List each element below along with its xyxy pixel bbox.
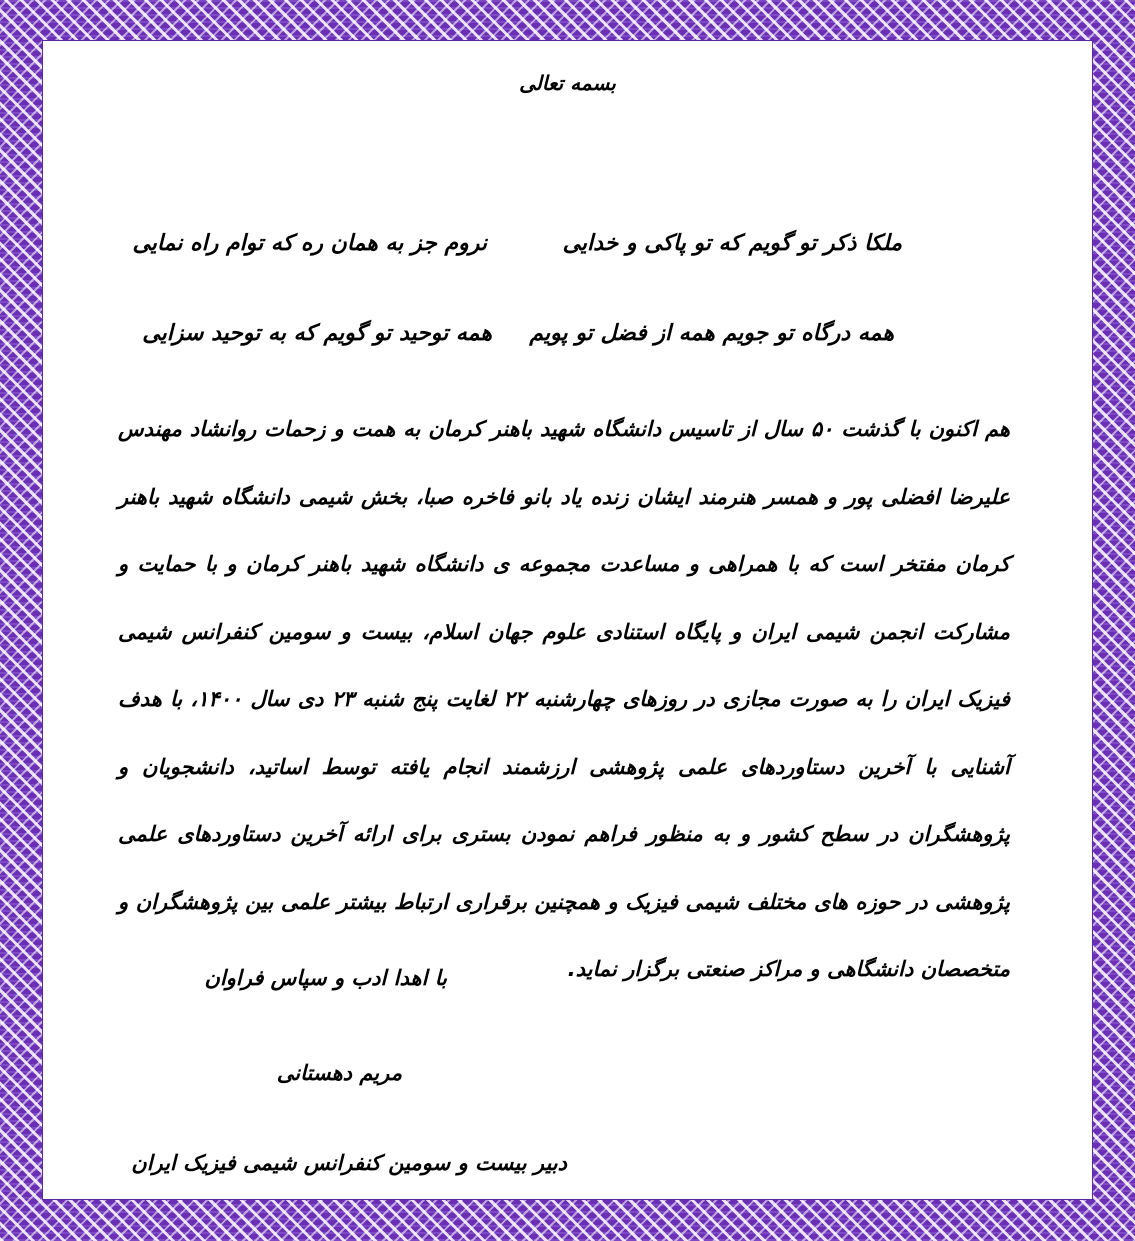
poem-line2-left-hemistich: همه توحید تو گویم که به توحید سزایی <box>142 321 492 346</box>
signer-role: دبیر بیست و سومین کنفرانس شیمی فیزیک ایران <box>131 1151 567 1175</box>
letter-heading: بسمه تعالی <box>519 71 616 95</box>
letter-body: هم اکنون با گذشت ۵۰ سال از تاسیس دانشگاه شهید باهنر کرمان به همت و زحمات روانشاد مهندس علیرضا افضلی پور و همسر هنرمند ایشان زنده یاد بانو فاخره صبا، بخش شیمی دانشگاه شهید باهنر کرمان مفتخر است که با همراهی و مساعدت مجموعه ی دانشگاه شهید باهنر کرمان و با حمایت و مشارکت انجمن شیمی ایران و پایگاه استنادی علوم جهان اسلام، بیست و سومین کنفرانس شیمی فیزیک ایران را به صورت مجازی در روزهای چهارشنبه ۲۲ لغایت پنج شنبه ۲۳ دی سال ۱۴۰۰، با هدف آشنایی با آخرین دستاوردهای علمی پژوهشی ارزشمند انجام یافته توسط اساتید، دانشجویان و پژوهشگران در سطح کشور و به منظور فراهم نمودن بستری برای ارائه آخرین دستاوردهای علمی پژوهشی در حوزه های مختلف شیمی فیزیک و همچنین برقراری ارتباط بیشتر علمی بین پژوهشگران و متخصصان دانشگاهی و مراکز صنعتی برگزار نماید. <box>118 417 1010 981</box>
signer-name: مریم دهستانی <box>276 1061 402 1085</box>
letter-page <box>42 40 1093 1200</box>
closing-salutation: با اهدا ادب و سپاس فراوان <box>204 966 447 990</box>
poem-line1-left-hemistich: نروم جز به همان ره که توام راه نمایی <box>132 231 487 256</box>
poem-line1-right-hemistich: ملکا ذکر تو گویم که تو پاکی و خدایی <box>562 231 902 256</box>
poem-line2-right-hemistich: همه درگاه تو جویم همه از فضل تو پویم <box>529 321 894 346</box>
